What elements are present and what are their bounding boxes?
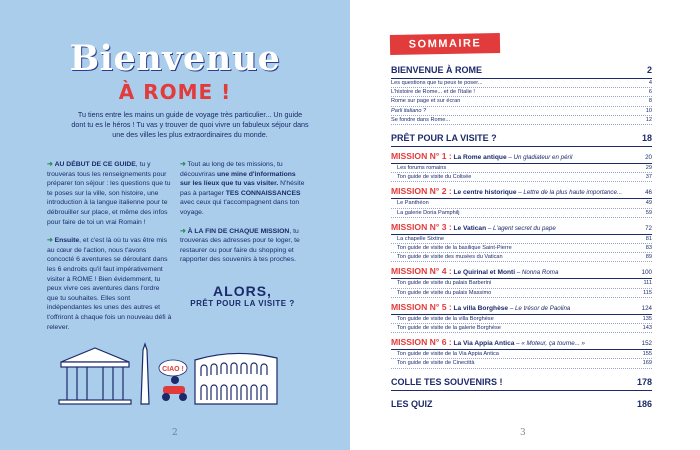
toc-item-page: 81 [645,235,652,242]
mission-place: La Rome antique [453,154,507,162]
toc-section-title: BIENVENUE À ROME [391,65,483,75]
toc-item[interactable] [391,88,652,97]
toc-item-label: Les forums romains [397,165,447,172]
toc-section-souvenirs[interactable] [391,376,652,389]
toc-item-page: 8 [648,98,652,105]
mission-heading: MISSION N° 3 : Le Vatican – L'agent secret du pape [391,221,556,232]
toc-item-label: Ton guide de visite des musées du Vatican [397,254,503,261]
toc-item-label: La chapelle Sixtine [397,235,444,242]
toc-item-label: Ton guide de visite du palais Barberini [397,280,492,287]
toc-item-label: Rome sur page et sur écran [391,98,461,105]
toc-item-label: Les questions que tu peux te poser... [391,80,483,86]
spacer [391,125,652,132]
table-of-contents [391,64,652,411]
toc-item-label: Le Panthéon [397,200,429,207]
toc-item-page: 12 [645,116,652,123]
toc-mission-3[interactable] [391,222,652,235]
toc-item[interactable] [391,324,652,333]
left-column [47,160,172,341]
mission-page: 20 [645,154,652,162]
mission-page: 152 [641,340,652,348]
obelisk-icon [141,344,149,404]
col1-p1-text: , tu y trouveras tous les renseignements pour préparer ton séjour : les questions que tu te poses sur la ville, son histoire, une introduction à la langue italienne pour te débrouiller sur place, et même des infos pour faire de toi un vrai Romain ! [47,161,171,226]
toc-item-label: Ton guide de visite de la villa Borghèse [397,315,494,322]
toc-item[interactable] [391,79,652,88]
toc-item[interactable] [391,107,652,116]
toc-mission-6[interactable] [391,337,652,350]
page-number-left: 2 [172,428,178,438]
mission-subtitle: Un gladiateur en péril [513,154,573,162]
toc-item-page: 49 [645,200,652,207]
mission-heading: MISSION N° 2 : Le centre historique – Lettre de la plus haute importance... [391,186,623,197]
toc-item-page: 4 [648,80,652,86]
scooter-icon [162,376,187,401]
mission-page: 124 [641,304,652,312]
toc-item[interactable] [391,253,652,262]
col2-paragraph-1 [180,160,305,218]
toc-item-label: Ton guide de visite de la Via Appia Antica [397,351,499,358]
mission-label: MISSION N° 1 : [391,151,452,162]
toc-item-page: 59 [645,209,652,216]
toc-section-page: 186 [636,398,652,409]
toc-item[interactable] [391,350,652,359]
toc-item[interactable] [391,116,652,125]
toc-item-page: 29 [645,165,652,172]
toc-item-page: 10 [645,107,652,114]
toc-item[interactable] [391,289,652,298]
toc-mission-2[interactable] [391,186,652,199]
mission-place: Le centre historique [453,189,517,197]
toc-item-label: Parli italiano ? [391,107,427,114]
col1-p1-lead: AU DÉBUT DE CE GUIDE [54,161,136,168]
arrow-icon: ➜ [180,227,186,235]
mission-label: MISSION N° 3 : [391,221,452,232]
intro-text: Tu tiens entre les mains un guide de voyage très particulier... Un guide dont tu es le héros ! Tu vas y trouver de quoi vivre un fabuleux séjour dans une des villes les plus extraordinaires du monde. [71,110,309,139]
toc-mission-4[interactable] [391,266,652,279]
mission-place: La villa Borghèse [453,304,509,312]
mission-heading: MISSION N° 1 : La Rome antique – Un gladiateur en péril [391,151,573,162]
ciao-text: CIAO ! [162,366,184,373]
col2-p1-b: une mine d'informations sur les lieux que tu vas visiter. [180,170,296,188]
toc-item[interactable] [391,164,652,173]
toc-item-page: 37 [645,174,652,181]
ciao-bubble [159,360,187,376]
toc-mission-1[interactable] [391,151,652,164]
toc-section-title: PRÊT POUR LA VISITE ? [391,133,497,144]
toc-item[interactable] [391,359,652,368]
arrow-icon: ➜ [180,161,186,168]
right-column [180,160,305,274]
spacer [391,391,652,398]
toc-item-page: 169 [642,360,652,367]
toc-section-title: LES QUIZ [391,398,433,409]
toc-item-page: 83 [645,245,652,252]
toc-item-label: L'histoire de Rome... et de l'Italie ! [391,89,475,96]
toc-item-label: Se fondre dans Rome... [391,116,451,123]
toc-item-label: Ton guide de visite de Cinecittà [397,360,475,367]
col1-paragraph-1 [47,160,172,227]
mission-heading: MISSION N° 5 : La villa Borghèse – Le trésor de Paolina [391,301,571,312]
toc-section-page: 2 [646,65,652,75]
mission-page: 72 [645,224,652,232]
mission-subtitle: L'agent secret du pape [493,224,556,232]
toc-item-page: 111 [643,280,652,287]
mission-subtitle: « Moteur, ça tourne... » [521,340,585,348]
toc-item-label: Ton guide de visite du palais Massimo [397,289,492,296]
col1-p2-text: , et c'est là où tu vas être mis au cœur de l'action, nous t'avons concocté 6 aventures se déroulant dans les 6 endroits qu'il faut impérativement visiter à ROME ! Bien évidemment, tu peux vivre ces aventures dans l'ordre que tu souhaites. Elles sont indépendantes les unes des autres et t'offriront à chaque fois un nouveau défi à relever. [47,237,172,331]
toc-item-page: 115 [643,289,652,296]
mission-label: MISSION N° 2 : [391,186,452,197]
colosseum-icon [195,353,277,404]
mission-heading: MISSION N° 6 : La Via Appia Antica – « Moteur, ça tourne... » [391,337,585,348]
toc-item[interactable] [391,315,652,324]
mission-place: Le Vatican [453,224,487,232]
toc-item[interactable] [391,244,652,253]
rome-illustration [55,330,285,410]
mission-place: La Via Appia Antica [453,340,515,348]
mission-subtitle: Nonna Roma [521,269,559,277]
toc-section-quiz[interactable] [391,398,652,411]
col2-p1-c: N'hésite pas à partager [180,180,305,197]
toc-item-page: 155 [642,351,652,358]
arrow-icon: ➜ [47,237,53,245]
spacer [391,369,652,376]
col1-p2-lead: Ensuite [54,237,80,245]
mission-label: MISSION N° 6 : [391,337,452,348]
mission-heading: MISSION N° 4 : Le Quirinal et Monti – Nonna Roma [391,266,559,277]
toc-section-pret[interactable] [391,132,652,145]
arrow-icon: ➜ [47,161,53,168]
welcome-title: Bienvenue [69,38,281,79]
mission-page: 100 [641,269,652,277]
mission-label: MISSION N° 5 : [391,301,452,312]
alors-callout [180,283,305,308]
toc-item-page: 89 [645,254,652,261]
toc-section-page: 18 [641,133,652,144]
mission-page: 46 [645,189,652,197]
col2-p2-lead: À LA FIN DE CHAQUE MISSION [187,227,290,235]
toc-item-label: Ton guide de visite de la galerie Borghèse [397,325,501,332]
mission-label: MISSION N° 4 : [391,266,452,277]
col2-p1-a: Tout au long de tes missions, tu découvriras [180,161,283,178]
toc-item-page: 135 [642,315,652,322]
toc-item[interactable] [391,279,652,288]
divider [391,146,652,147]
mission-place: Le Quirinal et Monti [453,269,516,277]
welcome-city: À ROME ! [118,80,232,104]
toc-item-label: La galerie Doria Pamphilj [397,209,460,216]
toc-item[interactable] [391,209,652,218]
toc-item[interactable] [391,97,652,106]
sommaire-badge: SOMMAIRE [390,33,500,55]
toc-item[interactable] [391,173,652,182]
toc-section-page: 178 [636,376,652,387]
col2-p1-d: TES CONNAISSANCES [225,189,301,197]
col1-paragraph-2 [47,236,172,332]
toc-item-page: 143 [642,325,652,332]
mission-subtitle: Lettre de la plus haute importance... [523,189,623,197]
col2-paragraph-2 [180,227,305,265]
col2-p2-text: , tu trouveras des adresses pour te loger, te restaurer ou pour faire du shopping et rapporter des souvenirs à tes proches. [180,227,300,264]
toc-item-label: Ton guide de visite du Colisée [397,174,472,181]
col2-p1-e: avec ceux qui t'accompagnent dans ton voyage. [180,199,300,216]
toc-section-bienvenue[interactable] [391,64,652,77]
mission-subtitle: Le trésor de Paolina [514,304,571,312]
page-number-right: 3 [520,428,526,438]
toc-item-label: Ton guide de visite de la basilique Saint-Pierre [397,245,512,252]
toc-item-page: 6 [648,89,652,96]
alors-line-2: PRÊT POUR LA VISITE ? [190,299,295,308]
toc-mission-5[interactable] [391,302,652,315]
alors-line-1: ALORS, [213,283,272,299]
pantheon-icon [59,348,131,404]
toc-item[interactable] [391,199,652,208]
toc-section-title: COLLE TES SOUVENIRS ! [391,376,503,387]
toc-item[interactable] [391,235,652,244]
